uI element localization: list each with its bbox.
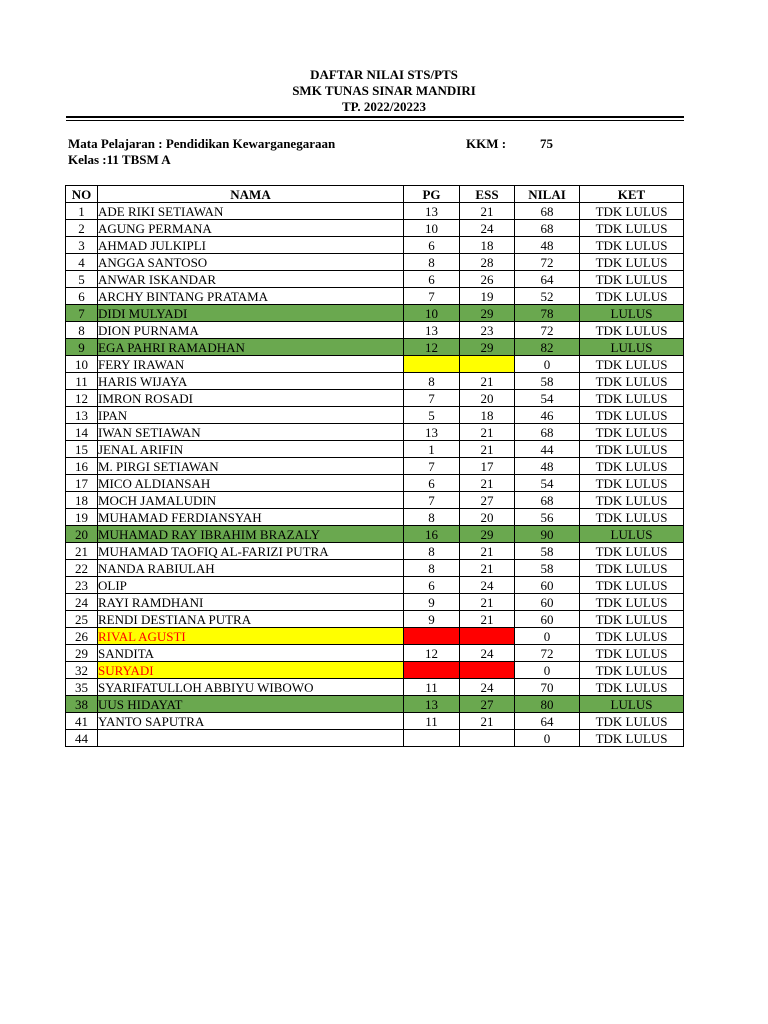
cell-no: 2 (66, 220, 98, 237)
cell-nama: UUS HIDAYAT (98, 696, 404, 713)
cell-nilai: 64 (515, 271, 580, 288)
table-row (66, 696, 684, 713)
cell-nilai: 72 (515, 254, 580, 271)
cell-no: 17 (66, 475, 98, 492)
table-row (66, 509, 684, 526)
cell-nama: MUHAMAD TAOFIQ AL-FARIZI PUTRA (98, 543, 404, 560)
cell-no: 3 (66, 237, 98, 254)
cell-nama: EGA PAHRI RAMADHAN (98, 339, 404, 356)
cell-ess: 21 (460, 373, 515, 390)
table-row (66, 407, 684, 424)
cell-ess: 29 (460, 305, 515, 322)
cell-ess: 27 (460, 696, 515, 713)
cell-ess: 18 (460, 407, 515, 424)
cell-ess: 21 (460, 543, 515, 560)
cell-no: 44 (66, 730, 98, 747)
table-row (66, 271, 684, 288)
cell-ket: TDK LULUS (580, 373, 684, 390)
grades-table (65, 185, 684, 747)
school-year: TP. 2022/20223 (341, 99, 427, 114)
cell-nilai: 72 (515, 322, 580, 339)
cell-no: 20 (66, 526, 98, 543)
cell-ket: TDK LULUS (580, 594, 684, 611)
cell-nama: SANDITA (98, 645, 404, 662)
table-row (66, 237, 684, 254)
cell-pg: 7 (404, 458, 460, 475)
cell-no: 24 (66, 594, 98, 611)
cell-ket: LULUS (580, 339, 684, 356)
table-row (66, 628, 684, 645)
cell-ess: 21 (460, 424, 515, 441)
cell-pg: 6 (404, 577, 460, 594)
cell-no: 21 (66, 543, 98, 560)
table-row (66, 390, 684, 407)
table-row (66, 441, 684, 458)
cell-nama: HARIS WIJAYA (98, 373, 404, 390)
cell-ket: TDK LULUS (580, 458, 684, 475)
cell-ket: TDK LULUS (580, 730, 684, 747)
cell-no: 6 (66, 288, 98, 305)
cell-nama: YANTO SAPUTRA (98, 713, 404, 730)
grades-table-body (66, 203, 684, 747)
cell-ess: 21 (460, 475, 515, 492)
cell-pg: 8 (404, 543, 460, 560)
table-row (66, 730, 684, 747)
cell-nilai: 68 (515, 220, 580, 237)
cell-no: 12 (66, 390, 98, 407)
table-row (66, 475, 684, 492)
cell-no: 32 (66, 662, 98, 679)
cell-pg: 7 (404, 492, 460, 509)
cell-ess: 20 (460, 390, 515, 407)
cell-nilai: 44 (515, 441, 580, 458)
cell-no: 18 (66, 492, 98, 509)
cell-pg: 7 (404, 390, 460, 407)
cell-pg (404, 356, 460, 373)
table-row (66, 373, 684, 390)
cell-ess: 21 (460, 594, 515, 611)
cell-ket: TDK LULUS (580, 271, 684, 288)
cell-nama: IPAN (98, 407, 404, 424)
cell-pg: 8 (404, 560, 460, 577)
cell-nilai: 0 (515, 356, 580, 373)
cell-nilai: 60 (515, 577, 580, 594)
cell-no: 7 (66, 305, 98, 322)
cell-no: 19 (66, 509, 98, 526)
cell-nama: MUHAMAD RAY IBRAHIM BRAZALY (98, 526, 404, 543)
cell-pg (404, 662, 460, 679)
cell-ess (460, 662, 515, 679)
cell-ket: LULUS (580, 526, 684, 543)
cell-no: 13 (66, 407, 98, 424)
table-row (66, 713, 684, 730)
cell-pg: 10 (404, 220, 460, 237)
cell-ket: TDK LULUS (580, 543, 684, 560)
cell-pg: 6 (404, 271, 460, 288)
table-row (66, 305, 684, 322)
cell-no: 10 (66, 356, 98, 373)
cell-nama: ANWAR ISKANDAR (98, 271, 404, 288)
cell-pg: 13 (404, 203, 460, 220)
cell-ess: 26 (460, 271, 515, 288)
cell-nama: AGUNG PERMANA (98, 220, 404, 237)
cell-ket: TDK LULUS (580, 322, 684, 339)
cell-nilai: 80 (515, 696, 580, 713)
cell-no: 4 (66, 254, 98, 271)
subject-label: Mata Pelajaran : Pendidikan Kewarganegaraan (68, 136, 336, 151)
cell-pg: 11 (404, 679, 460, 696)
cell-pg: 12 (404, 645, 460, 662)
cell-nilai: 70 (515, 679, 580, 696)
cell-ket: TDK LULUS (580, 662, 684, 679)
table-row (66, 679, 684, 696)
cell-nilai: 0 (515, 662, 580, 679)
cell-ket: TDK LULUS (580, 713, 684, 730)
cell-nilai: 58 (515, 373, 580, 390)
cell-no: 22 (66, 560, 98, 577)
cell-pg: 9 (404, 611, 460, 628)
cell-ess (460, 628, 515, 645)
cell-nama: IMRON ROSADI (98, 390, 404, 407)
cell-pg: 6 (404, 475, 460, 492)
cell-no: 23 (66, 577, 98, 594)
cell-nama: ADE RIKI SETIAWAN (98, 203, 404, 220)
cell-ess: 18 (460, 237, 515, 254)
table-row (66, 339, 684, 356)
cell-ket: TDK LULUS (580, 407, 684, 424)
cell-no: 25 (66, 611, 98, 628)
table-row (66, 288, 684, 305)
cell-nama: SURYADI (98, 662, 404, 679)
cell-pg: 7 (404, 288, 460, 305)
cell-nama: IWAN SETIAWAN (98, 424, 404, 441)
column-header-ess: ESS (460, 186, 515, 203)
cell-ket: TDK LULUS (580, 475, 684, 492)
cell-pg: 8 (404, 254, 460, 271)
cell-pg: 8 (404, 373, 460, 390)
table-row (66, 220, 684, 237)
cell-nilai: 68 (515, 492, 580, 509)
table-row (66, 424, 684, 441)
cell-ket: TDK LULUS (580, 645, 684, 662)
cell-nama: SYARIFATULLOH ABBIYU WIBOWO (98, 679, 404, 696)
class-label: Kelas :11 TBSM A (68, 152, 171, 167)
cell-no: 9 (66, 339, 98, 356)
cell-no: 14 (66, 424, 98, 441)
cell-ket: TDK LULUS (580, 356, 684, 373)
table-row (66, 356, 684, 373)
table-row (66, 322, 684, 339)
cell-nama: RAYI RAMDHANI (98, 594, 404, 611)
cell-nilai: 78 (515, 305, 580, 322)
cell-ess (460, 356, 515, 373)
cell-ket: TDK LULUS (580, 203, 684, 220)
cell-nilai: 0 (515, 628, 580, 645)
table-row (66, 254, 684, 271)
cell-pg: 8 (404, 509, 460, 526)
cell-no: 41 (66, 713, 98, 730)
table-row (66, 492, 684, 509)
table-row (66, 645, 684, 662)
cell-nama: FERY IRAWAN (98, 356, 404, 373)
cell-nilai: 58 (515, 560, 580, 577)
cell-nilai: 54 (515, 390, 580, 407)
table-row (66, 611, 684, 628)
cell-nilai: 58 (515, 543, 580, 560)
cell-nama: NANDA RABIULAH (98, 560, 404, 577)
cell-pg (404, 628, 460, 645)
cell-ket: TDK LULUS (580, 288, 684, 305)
cell-no: 26 (66, 628, 98, 645)
cell-pg: 11 (404, 713, 460, 730)
cell-pg (404, 730, 460, 747)
cell-nilai: 0 (515, 730, 580, 747)
cell-ket: TDK LULUS (580, 220, 684, 237)
cell-ess: 29 (460, 339, 515, 356)
cell-no: 11 (66, 373, 98, 390)
kkm-value: 75 (540, 136, 553, 151)
cell-ket: LULUS (580, 696, 684, 713)
cell-no: 5 (66, 271, 98, 288)
cell-pg: 16 (404, 526, 460, 543)
table-row (66, 543, 684, 560)
table-row (66, 203, 684, 220)
cell-ket: TDK LULUS (580, 560, 684, 577)
cell-nama: DION PURNAMA (98, 322, 404, 339)
table-row (66, 577, 684, 594)
cell-pg: 13 (404, 424, 460, 441)
cell-no: 8 (66, 322, 98, 339)
cell-ket: TDK LULUS (580, 509, 684, 526)
cell-nilai: 68 (515, 424, 580, 441)
table-row (66, 560, 684, 577)
table-row (66, 458, 684, 475)
cell-nilai: 52 (515, 288, 580, 305)
cell-nama (98, 730, 404, 747)
cell-ess: 21 (460, 441, 515, 458)
cell-ess: 17 (460, 458, 515, 475)
cell-pg: 5 (404, 407, 460, 424)
cell-nama: DIDI MULYADI (98, 305, 404, 322)
cell-ess: 20 (460, 509, 515, 526)
cell-ess: 24 (460, 645, 515, 662)
cell-nama: RENDI DESTIANA PUTRA (98, 611, 404, 628)
cell-ess: 21 (460, 713, 515, 730)
cell-ess: 19 (460, 288, 515, 305)
column-header-nama: NAMA (98, 186, 404, 203)
cell-nama: JENAL ARIFIN (98, 441, 404, 458)
cell-ess: 29 (460, 526, 515, 543)
cell-ket: TDK LULUS (580, 237, 684, 254)
cell-nilai: 54 (515, 475, 580, 492)
column-header-ket: KET (580, 186, 684, 203)
cell-pg: 12 (404, 339, 460, 356)
cell-nilai: 68 (515, 203, 580, 220)
header-divider-thin (66, 120, 684, 121)
cell-ess: 28 (460, 254, 515, 271)
cell-ess: 21 (460, 611, 515, 628)
cell-ess: 27 (460, 492, 515, 509)
cell-nama: AHMAD JULKIPLI (98, 237, 404, 254)
school-name: SMK TUNAS SINAR MANDIRI (292, 83, 476, 98)
cell-ket: TDK LULUS (580, 679, 684, 696)
cell-ket: TDK LULUS (580, 492, 684, 509)
cell-pg: 1 (404, 441, 460, 458)
cell-ket: TDK LULUS (580, 254, 684, 271)
column-header-pg: PG (404, 186, 460, 203)
cell-ess: 24 (460, 220, 515, 237)
cell-ess: 21 (460, 560, 515, 577)
cell-no: 35 (66, 679, 98, 696)
cell-ess: 21 (460, 203, 515, 220)
cell-ess: 24 (460, 577, 515, 594)
cell-nama: MOCH JAMALUDIN (98, 492, 404, 509)
cell-nilai: 72 (515, 645, 580, 662)
cell-ess: 24 (460, 679, 515, 696)
column-header-nilai: NILAI (515, 186, 580, 203)
cell-nama: MICO ALDIANSAH (98, 475, 404, 492)
cell-nilai: 46 (515, 407, 580, 424)
cell-pg: 13 (404, 696, 460, 713)
cell-ess (460, 730, 515, 747)
table-row (66, 526, 684, 543)
cell-ket: TDK LULUS (580, 577, 684, 594)
header-divider-thick (66, 116, 684, 118)
cell-nama: MUHAMAD FERDIANSYAH (98, 509, 404, 526)
cell-ket: TDK LULUS (580, 628, 684, 645)
cell-ket: TDK LULUS (580, 424, 684, 441)
cell-ket: TDK LULUS (580, 390, 684, 407)
cell-ket: LULUS (580, 305, 684, 322)
cell-nilai: 48 (515, 237, 580, 254)
table-header-row (66, 186, 684, 203)
cell-nilai: 82 (515, 339, 580, 356)
cell-nilai: 64 (515, 713, 580, 730)
cell-nama: ANGGA SANTOSO (98, 254, 404, 271)
cell-nilai: 60 (515, 611, 580, 628)
document-title: DAFTAR NILAI STS/PTS (310, 67, 458, 82)
cell-no: 38 (66, 696, 98, 713)
cell-nama: RIVAL AGUSTI (98, 628, 404, 645)
cell-nama: ARCHY BINTANG PRATAMA (98, 288, 404, 305)
cell-pg: 6 (404, 237, 460, 254)
cell-no: 15 (66, 441, 98, 458)
cell-nilai: 90 (515, 526, 580, 543)
cell-nilai: 56 (515, 509, 580, 526)
cell-nama: OLIP (98, 577, 404, 594)
cell-no: 29 (66, 645, 98, 662)
cell-no: 16 (66, 458, 98, 475)
cell-ket: TDK LULUS (580, 611, 684, 628)
table-row (66, 594, 684, 611)
cell-nilai: 48 (515, 458, 580, 475)
cell-pg: 13 (404, 322, 460, 339)
table-row (66, 662, 684, 679)
cell-ess: 23 (460, 322, 515, 339)
kkm-label: KKM : (466, 136, 507, 151)
cell-nama: M. PIRGI SETIAWAN (98, 458, 404, 475)
column-header-no: NO (66, 186, 98, 203)
cell-no: 1 (66, 203, 98, 220)
cell-pg: 9 (404, 594, 460, 611)
cell-nilai: 60 (515, 594, 580, 611)
cell-ket: TDK LULUS (580, 441, 684, 458)
cell-pg: 10 (404, 305, 460, 322)
